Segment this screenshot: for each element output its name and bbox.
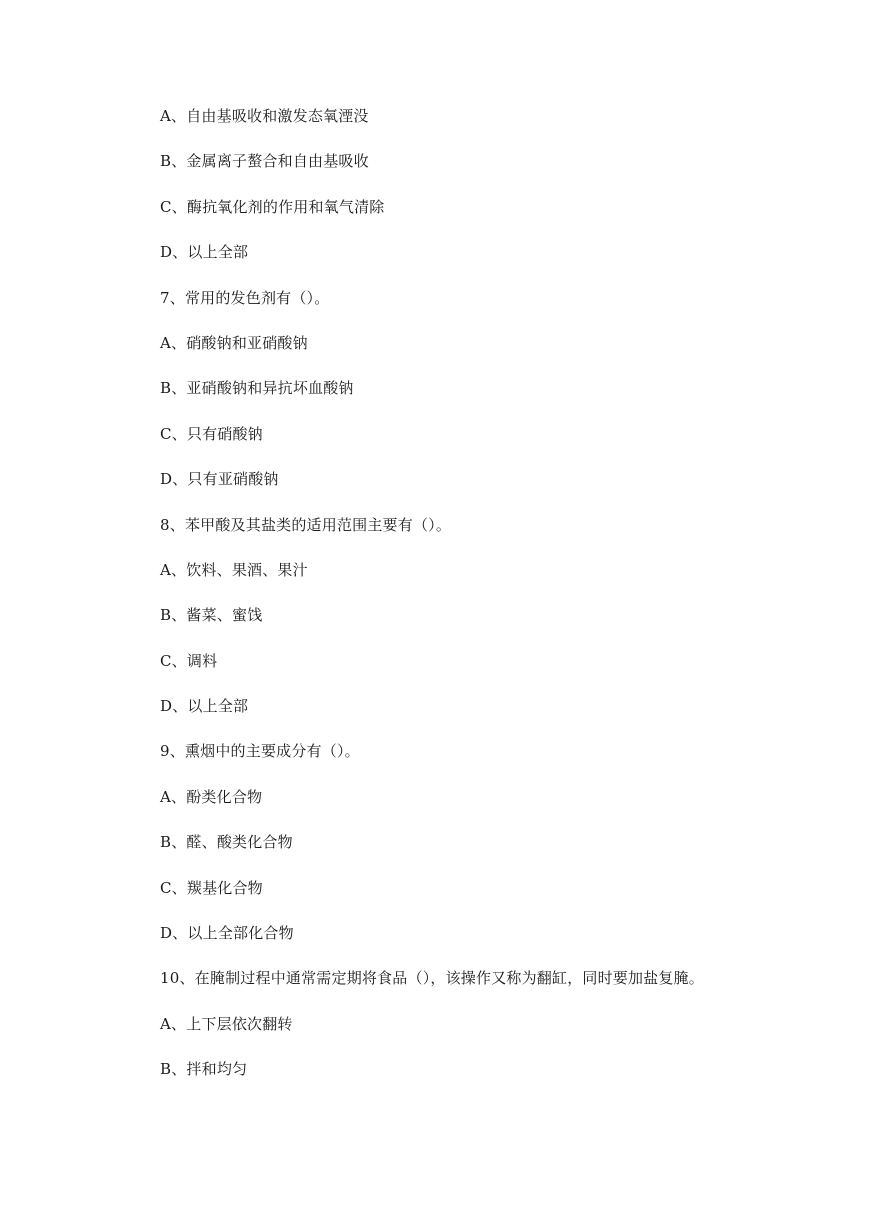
- option-b-line: B、金属离子螯合和自由基吸收: [160, 152, 369, 171]
- option-b-line: B、亚硝酸钠和异抗坏血酸钠: [160, 379, 354, 398]
- option-a-line: A、上下层依次翻转: [160, 1014, 293, 1033]
- option-a-line: A、硝酸钠和亚硝酸钠: [160, 333, 308, 352]
- question-9-line: 9、熏烟中的主要成分有（）。: [160, 742, 360, 761]
- question-7-line: 7、常用的发色剂有（）。: [160, 288, 330, 307]
- question-10-line: 10、在腌制过程中通常需定期将食品（），该操作又称为翻缸，同时要加盐复腌。: [160, 969, 704, 988]
- option-d-line: D、以上全部: [160, 243, 249, 262]
- option-a-line: A、饮料、果酒、果汁: [160, 560, 308, 579]
- option-b-line: B、酱菜、蜜饯: [160, 606, 263, 625]
- option-d-line: D、只有亚硝酸钠: [160, 470, 279, 489]
- option-c-line: C、只有硝酸钠: [160, 424, 263, 443]
- option-c-line: C、调料: [160, 651, 218, 670]
- option-b-line: B、醛、酸类化合物: [160, 833, 293, 852]
- option-c-line: C、酶抗氧化剂的作用和氧气清除: [160, 197, 385, 216]
- option-b-line: B、拌和均匀: [160, 1060, 248, 1079]
- option-d-line: D、以上全部: [160, 697, 249, 716]
- option-c-line: C、羰基化合物: [160, 878, 263, 897]
- option-d-line: D、以上全部化合物: [160, 924, 294, 943]
- option-a-line: A、自由基吸收和激发态氧湮没: [160, 107, 369, 125]
- question-8-line: 8、苯甲酸及其盐类的适用范围主要有（）。: [160, 515, 452, 534]
- option-a-line: A、酚类化合物: [160, 787, 263, 806]
- question-text-block: [160, 103, 840, 1102]
